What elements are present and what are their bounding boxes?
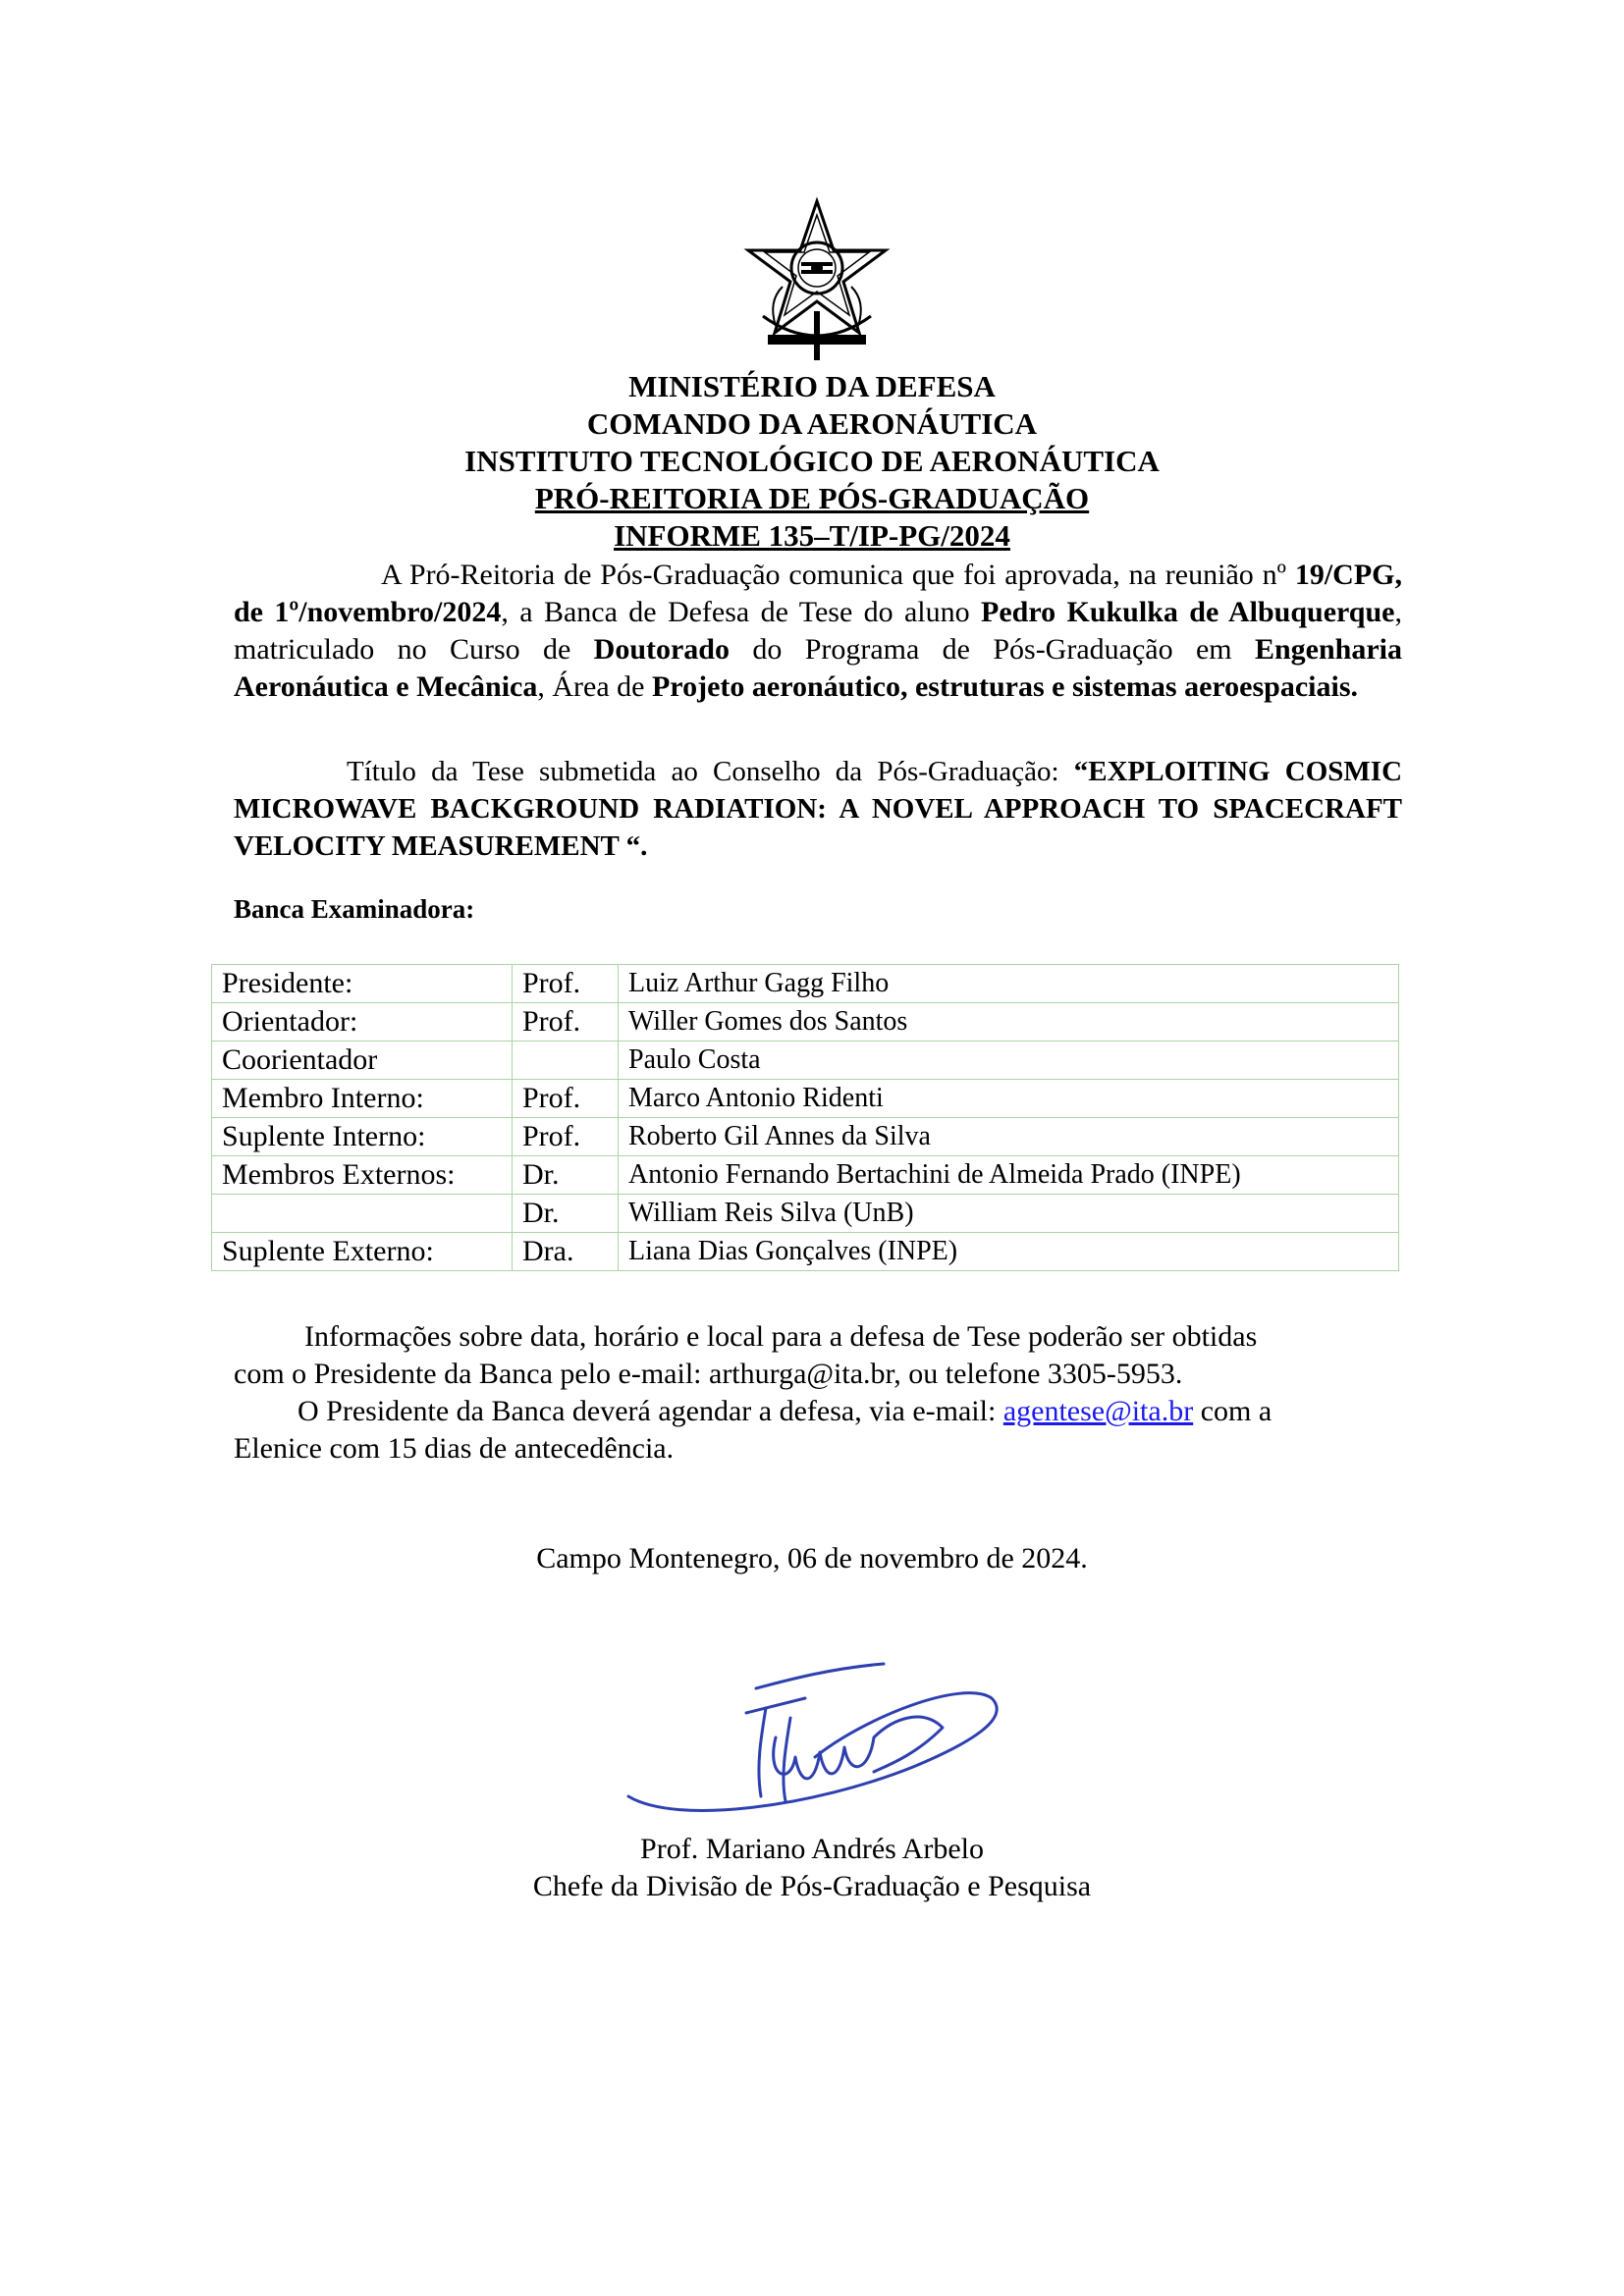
coat-of-arms-emblem [738,193,895,370]
title-cell: Dr. [513,1156,619,1195]
info-line-3-text: O Presidente da Banca deverá agendar a defesa, via e-mail: [298,1395,1003,1427]
intro-text-3: , matriculado no Curso de [234,596,1402,666]
name-cell: Marco Antonio Ridenti [619,1080,1399,1118]
info-line-4: Elenice com 15 dias de antecedência. [234,1432,675,1465]
name-cell: Willer Gomes dos Santos [619,1003,1399,1041]
intro-text-2: , a Banca de Defesa de Tese do aluno [501,596,982,628]
table-row [212,965,1399,1003]
banca-label: Banca Examinadora: [234,894,475,924]
info-line-2: com o Presidente da Banca pelo e-mail: arthurga@ita.br, ou telefone 3305-5953. [234,1358,1183,1390]
thesis-title-part-1: “EXPLOITING COSMIC MICROWAVE BACKGROUND RADIATION: A NOVEL APPROACH TO [234,756,1403,825]
role-cell: Orientador: [212,1003,513,1041]
meeting-reference: 19/CPG, de 1º/novembro/2024 [234,559,1402,628]
name-cell: Antonio Fernando Bertachini de Almeida Prado (INPE) [619,1156,1399,1195]
course-level: Doutorado [593,633,730,666]
role-cell: Membro Interno: [212,1080,513,1118]
program-name: Engenharia Aeronáutica e Mecânica [234,633,1402,703]
role-cell: Coorientador [212,1041,513,1080]
name-cell: Paulo Costa [619,1041,1399,1080]
name-cell: Luiz Arthur Gagg Filho [619,965,1399,1003]
thesis-title-part-2: SPACECRAFT VELOCITY MEASUREMENT “. [234,793,1403,862]
header-pro-rectory: PRÓ-REITORIA DE PÓS-GRADUAÇÃO [534,481,1090,515]
thesis-lead: Título da Tese submetida ao Conselho da Pós-Graduação: [347,756,1074,787]
table-row [212,1080,1399,1118]
role-cell: Suplente Externo: [212,1233,513,1271]
name-cell: Roberto Gil Annes da Silva [619,1118,1399,1156]
title-cell: Prof. [513,1080,619,1118]
name-cell: Liana Dias Gonçalves (INPE) [619,1233,1399,1271]
signer-name: Prof. Mariano Andrés Arbelo [640,1833,984,1865]
header-ministry: MINISTÉRIO DA DEFESA [628,369,996,403]
thesis-paragraph [234,753,1402,865]
table-row [212,1118,1399,1156]
title-cell: Dr. [513,1195,619,1233]
header-command: COMANDO DA AERONÁUTICA [586,406,1038,441]
title-cell: Prof. [513,965,619,1003]
role-cell [212,1195,513,1233]
table-row [212,1156,1399,1195]
header-informe-number: INFORME 135–T/IP-PG/2024 [614,518,1010,553]
table-row [212,1233,1399,1271]
header-block [0,368,1624,555]
title-cell: Dra. [513,1233,619,1271]
table-row [212,1003,1399,1041]
intro-text-1: A Pró-Reitoria de Pós-Graduação comunica que foi aprovada, na reunião nº [381,559,1295,591]
intro-text-5: , Área de [537,670,652,703]
role-cell: Suplente Interno: [212,1118,513,1156]
student-name: Pedro Kukulka de Albuquerque [981,596,1395,628]
role-cell: Presidente: [212,965,513,1003]
agentese-email-link[interactable]: agentese@ita.br [1002,1395,1194,1427]
title-cell [513,1041,619,1080]
intro-text-4: do Programa de Pós-Graduação em [730,633,1255,666]
area-name: Projeto aeronáutico, estruturas e sistemas aeroespaciais. [651,670,1359,703]
info-line-1: Informações sobre data, horário e local para a defesa de Tese poderão ser obtidas [304,1320,1258,1353]
table-row [212,1195,1399,1233]
info-line-3 [298,1393,1476,1430]
signer-position: Chefe da Divisão de Pós-Graduação e Pesquisa [532,1870,1092,1902]
header-institute: INSTITUTO TECNOLÓGICO DE AERONÁUTICA [464,444,1160,478]
role-cell: Membros Externos: [212,1156,513,1195]
title-cell: Prof. [513,1118,619,1156]
banca-table [211,964,1399,1271]
intro-paragraph [234,557,1402,706]
name-cell: William Reis Silva (UnB) [619,1195,1399,1233]
handwritten-signature [619,1659,1011,1826]
table-row [212,1041,1399,1080]
title-cell: Prof. [513,1003,619,1041]
info-line-3-tail: com a [1193,1395,1272,1427]
place-date: Campo Montenegro, 06 de novembro de 2024. [536,1542,1088,1575]
